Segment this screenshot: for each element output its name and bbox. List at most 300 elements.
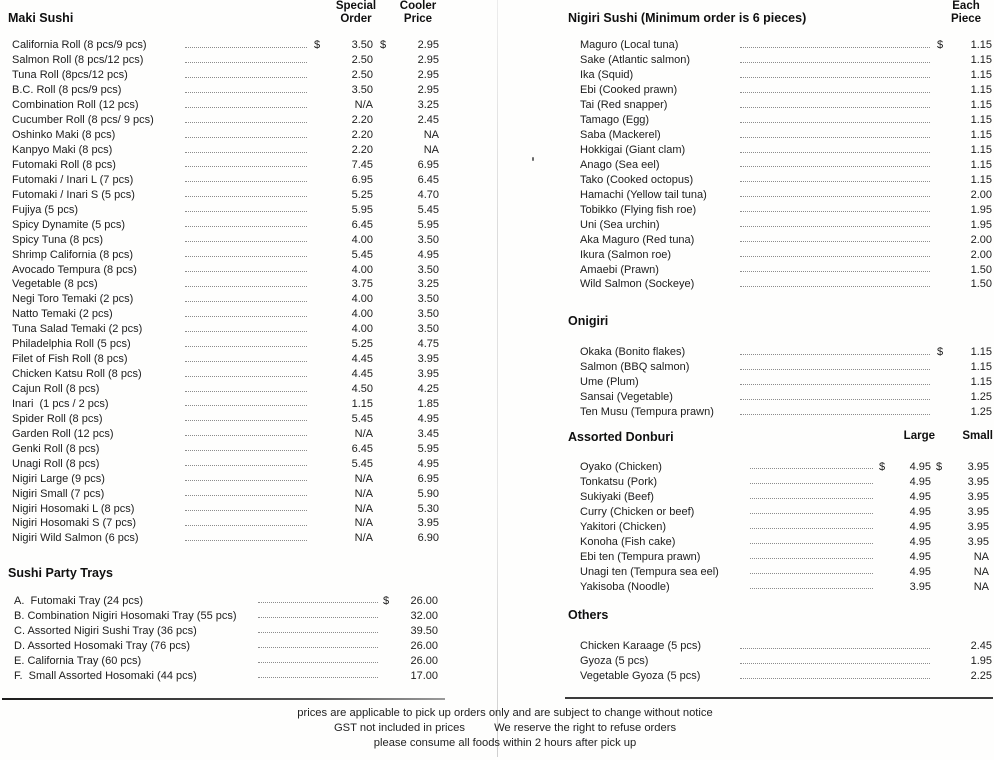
nigiri-item-list: [565, 38, 994, 292]
item-price-primary: 17.00: [410, 669, 438, 682]
item-price-primary: N/A: [354, 99, 373, 112]
menu-item-row: [565, 489, 994, 504]
menu-item-row: [8, 531, 448, 546]
menu-item-row: [8, 158, 448, 173]
currency-sign: $: [382, 594, 390, 607]
dotted-leader: [740, 152, 930, 153]
item-name: Nigiri Hosomaki S (7 pcs): [12, 517, 137, 530]
item-price-secondary: 6.45: [417, 173, 439, 186]
dotted-leader: [750, 468, 873, 469]
others-section-title: Others: [568, 608, 609, 622]
each-piece-header-line2: Piece: [950, 12, 982, 25]
item-price-primary: 1.15: [970, 173, 992, 186]
dotted-leader: [185, 62, 307, 63]
item-price-primary: 4.95: [909, 550, 931, 563]
item-price-secondary: NA: [423, 144, 439, 157]
onigiri-section-title: Onigiri: [568, 314, 609, 328]
item-name: Okaka (Bonito flakes): [580, 346, 686, 359]
item-name: Nigiri Wild Salmon (6 pcs): [12, 532, 139, 545]
menu-item-row: [8, 322, 448, 337]
dotted-leader: [185, 152, 307, 153]
donburi-item-list: [565, 459, 994, 594]
item-price-primary: 4.00: [351, 293, 373, 306]
dotted-leader: [740, 648, 930, 649]
dotted-leader: [185, 196, 307, 197]
dotted-leader: [185, 166, 307, 167]
dotted-leader: [740, 354, 930, 355]
item-name: Ume (Plum): [580, 376, 639, 389]
dotted-leader: [740, 137, 930, 138]
item-name: F. Small Assorted Hosomaki (44 pcs): [14, 669, 197, 682]
item-price-primary: 26.00: [410, 594, 438, 607]
item-price-primary: 3.50: [351, 39, 373, 52]
dotted-leader: [185, 361, 307, 362]
menu-item-row: [8, 411, 448, 426]
scan-artifact-dot: [532, 157, 534, 161]
item-price-primary: 2.25: [970, 670, 992, 683]
item-name: California Roll (8 pcs/9 pcs): [12, 39, 147, 52]
menu-item-row: [8, 83, 448, 98]
item-name: Oshinko Maki (8 pcs): [12, 129, 116, 142]
item-price-primary: 5.25: [351, 188, 373, 201]
item-name: Ikura (Salmon roe): [580, 248, 672, 261]
item-name: Yakisoba (Noodle): [580, 580, 670, 593]
menu-item-row: [8, 38, 448, 53]
item-price-primary: 39.50: [410, 624, 438, 637]
item-price-primary: N/A: [354, 532, 373, 545]
dotted-leader: [185, 77, 307, 78]
item-name: Natto Temaki (2 pcs): [12, 308, 113, 321]
item-name: Unagi Roll (8 pcs): [12, 457, 100, 470]
item-name: B. Combination Nigiri Hosomaki Tray (55 pcs): [14, 609, 237, 622]
item-price-primary: 6.45: [351, 218, 373, 231]
item-price-primary: 1.25: [970, 406, 992, 419]
item-price-primary: 1.15: [970, 114, 992, 127]
item-price-primary: 4.00: [351, 233, 373, 246]
item-price-secondary: 4.95: [417, 412, 439, 425]
small-column-header: Small: [962, 430, 993, 442]
currency-sign: $: [935, 460, 943, 473]
item-name: Sukiyaki (Beef): [580, 490, 654, 503]
menu-item-row: [8, 441, 448, 456]
dotted-leader: [740, 256, 930, 257]
dotted-leader: [740, 241, 930, 242]
item-price-secondary: 6.95: [417, 158, 439, 171]
dotted-leader: [185, 331, 307, 332]
dotted-leader: [185, 301, 307, 302]
item-price-secondary: 2.95: [417, 84, 439, 97]
nigiri-section-header: [565, 0, 994, 34]
dotted-leader: [740, 226, 930, 227]
item-price-secondary: 3.95: [417, 353, 439, 366]
menu-item-row: [565, 202, 994, 217]
menu-right-page: [565, 0, 994, 700]
dotted-leader: [258, 647, 378, 648]
menu-item-row: [565, 639, 994, 654]
item-price-secondary: 2.45: [417, 114, 439, 127]
menu-item-row: [8, 262, 448, 277]
item-name: D. Assorted Hosomaki Tray (76 pcs): [14, 639, 191, 652]
menu-item-row: [565, 459, 994, 474]
menu-item-row: [565, 68, 994, 83]
item-price-primary: 5.25: [351, 338, 373, 351]
item-price-primary: 1.15: [970, 39, 992, 52]
party-trays-item-list: [8, 593, 448, 683]
menu-item-row: [8, 638, 448, 653]
item-price-secondary: 2.95: [417, 69, 439, 82]
menu-item-row: [8, 307, 448, 322]
item-price-primary: 1.15: [970, 54, 992, 67]
dotted-leader: [185, 47, 307, 48]
menu-item-row: [565, 564, 994, 579]
menu-item-row: [8, 608, 448, 623]
dotted-leader: [185, 137, 307, 138]
item-price-primary: 1.15: [970, 361, 992, 374]
dotted-leader: [740, 678, 930, 679]
dotted-leader: [258, 662, 378, 663]
dotted-leader: [740, 286, 930, 287]
item-price-secondary: 5.95: [417, 442, 439, 455]
item-price-primary: 5.45: [351, 457, 373, 470]
item-price-primary: 6.95: [351, 173, 373, 186]
dotted-leader: [740, 384, 930, 385]
menu-item-row: [565, 669, 994, 684]
item-price-secondary: 2.95: [417, 39, 439, 52]
dotted-leader: [185, 256, 307, 257]
menu-item-row: [8, 98, 448, 113]
item-name: Salmon (BBQ salmon): [580, 361, 690, 374]
item-name: Salmon Roll (8 pcs/12 pcs): [12, 54, 144, 67]
party-trays-section-title: Sushi Party Trays: [8, 566, 113, 580]
menu-item-row: [8, 217, 448, 232]
dotted-leader: [740, 92, 930, 93]
menu-item-row: [8, 172, 448, 187]
currency-sign: $: [936, 346, 944, 359]
dotted-leader: [740, 369, 930, 370]
dotted-leader: [185, 391, 307, 392]
dotted-leader: [750, 543, 873, 544]
item-price-primary: 3.75: [351, 278, 373, 291]
menu-item-row: [8, 623, 448, 638]
currency-sign: $: [878, 460, 886, 473]
dotted-leader: [750, 498, 873, 499]
item-price-secondary: 3.95: [967, 535, 989, 548]
item-price-primary: 4.95: [909, 460, 931, 473]
item-price-primary: 2.20: [351, 129, 373, 142]
menu-item-row: [8, 352, 448, 367]
menu-item-row: [8, 668, 448, 683]
menu-item-row: [8, 187, 448, 202]
item-name: Garden Roll (12 pcs): [12, 427, 114, 440]
item-name: Vegetable (8 pcs): [12, 278, 98, 291]
item-price-primary: 1.15: [970, 346, 992, 359]
menu-item-row: [8, 292, 448, 307]
item-name: Tuna Salad Temaki (2 pcs): [12, 323, 143, 336]
dotted-leader: [750, 573, 873, 574]
item-price-primary: 4.95: [909, 490, 931, 503]
dotted-leader: [185, 435, 307, 436]
item-name: Yakitori (Chicken): [580, 520, 666, 533]
menu-item-row: [8, 426, 448, 441]
item-price-secondary: 5.95: [417, 218, 439, 231]
item-name: Ebi ten (Tempura prawn): [580, 550, 701, 563]
item-price-secondary: 1.85: [417, 397, 439, 410]
special-order-header-line2: Order: [340, 12, 372, 25]
item-price-primary: 4.45: [351, 368, 373, 381]
cooler-price-column-header: [385, 0, 451, 25]
item-name: Inari (1 pcs / 2 pcs): [12, 397, 109, 410]
menu-left-page: [8, 0, 448, 700]
item-name: Genki Roll (8 pcs): [12, 442, 100, 455]
item-name: Spicy Tuna (8 pcs): [12, 233, 104, 246]
item-price-secondary: NA: [973, 550, 989, 563]
dotted-leader: [740, 122, 930, 123]
dotted-leader: [185, 211, 307, 212]
menu-item-row: [565, 158, 994, 173]
footer-note-line2: [8, 721, 994, 736]
menu-item-row: [565, 172, 994, 187]
left-horizontal-rule: [2, 698, 445, 700]
item-price-primary: 1.15: [351, 397, 373, 410]
item-name: Tamago (Egg): [580, 114, 650, 127]
menu-item-row: [8, 128, 448, 143]
menu-item-row: [8, 501, 448, 516]
dotted-leader: [740, 399, 930, 400]
menu-item-row: [565, 375, 994, 390]
currency-sign: $: [379, 39, 387, 52]
item-price-secondary: 2.95: [417, 54, 439, 67]
menu-item-row: [565, 519, 994, 534]
menu-item-row: [8, 113, 448, 128]
item-name: Amaebi (Prawn): [580, 263, 659, 276]
dotted-leader: [740, 663, 930, 664]
item-name: B.C. Roll (8 pcs/9 pcs): [12, 84, 122, 97]
item-name: Tai (Red snapper): [580, 99, 668, 112]
item-name: Sake (Atlantic salmon): [580, 54, 691, 67]
item-name: Philadelphia Roll (5 pcs): [12, 338, 131, 351]
footer-note-line1: prices are applicable to pick up orders only and are subject to change without notice: [297, 707, 713, 719]
dotted-leader: [185, 405, 307, 406]
item-price-primary: 1.15: [970, 158, 992, 171]
dotted-leader: [740, 196, 930, 197]
item-price-primary: N/A: [354, 487, 373, 500]
dotted-leader: [185, 525, 307, 526]
item-price-primary: 5.45: [351, 412, 373, 425]
item-price-primary: 4.95: [909, 520, 931, 533]
item-price-primary: N/A: [354, 427, 373, 440]
dotted-leader: [185, 286, 307, 287]
menu-item-row: [565, 534, 994, 549]
item-price-primary: 2.00: [970, 188, 992, 201]
item-name: Aka Maguro (Red tuna): [580, 233, 695, 246]
item-price-primary: 2.50: [351, 69, 373, 82]
dotted-leader: [740, 107, 930, 108]
maki-section-title: Maki Sushi: [8, 11, 74, 25]
item-price-primary: 3.50: [351, 84, 373, 97]
item-name: Futomaki / Inari L (7 pcs): [12, 173, 134, 186]
dotted-leader: [740, 181, 930, 182]
item-name: Cajun Roll (8 pcs): [12, 383, 100, 396]
item-name: Tuna Roll (8pcs/12 pcs): [12, 69, 128, 82]
item-price-secondary: 3.50: [417, 233, 439, 246]
right-horizontal-rule: [565, 697, 993, 699]
item-price-primary: 5.45: [351, 248, 373, 261]
item-name: Filet of Fish Roll (8 pcs): [12, 353, 128, 366]
item-name: Nigiri Large (9 pcs): [12, 472, 105, 485]
menu-item-row: [8, 68, 448, 83]
item-price-primary: 2.45: [970, 640, 992, 653]
menu-item-row: [565, 262, 994, 277]
dotted-leader: [185, 495, 307, 496]
dotted-leader: [740, 62, 930, 63]
item-name: Hamachi (Yellow tail tuna): [580, 188, 707, 201]
item-price-secondary: 3.25: [417, 99, 439, 112]
dotted-leader: [740, 47, 930, 48]
dotted-leader: [258, 677, 378, 678]
item-name: Fujiya (5 pcs): [12, 203, 79, 216]
item-price-secondary: NA: [973, 565, 989, 578]
item-name: Chicken Karaage (5 pcs): [580, 640, 702, 653]
menu-item-row: [565, 83, 994, 98]
item-price-secondary: 3.50: [417, 323, 439, 336]
item-price-primary: N/A: [354, 517, 373, 530]
others-item-list: [565, 639, 994, 684]
item-price-secondary: 5.30: [417, 502, 439, 515]
item-price-secondary: 3.50: [417, 263, 439, 276]
item-name: E. California Tray (60 pcs): [14, 654, 142, 667]
item-name: Oyako (Chicken): [580, 460, 662, 473]
item-name: Vegetable Gyoza (5 pcs): [580, 670, 701, 683]
item-name: Konoha (Fish cake): [580, 535, 676, 548]
item-name: Nigiri Small (7 pcs): [12, 487, 105, 500]
footer-note-refuse: We reserve the right to refuse orders: [494, 722, 677, 734]
menu-item-row: [8, 382, 448, 397]
item-price-primary: 26.00: [410, 639, 438, 652]
menu-item-row: [8, 53, 448, 68]
dotted-leader: [258, 632, 378, 633]
dotted-leader: [185, 540, 307, 541]
dotted-leader: [750, 588, 873, 589]
menu-item-row: [565, 187, 994, 202]
menu-item-row: [8, 397, 448, 412]
item-price-secondary: 3.45: [417, 427, 439, 440]
item-price-primary: 2.00: [970, 248, 992, 261]
item-price-primary: 5.95: [351, 203, 373, 216]
menu-item-row: [8, 143, 448, 158]
item-name: Cucumber Roll (8 pcs/ 9 pcs): [12, 114, 154, 127]
item-price-primary: 1.50: [970, 278, 992, 291]
item-price-primary: 4.00: [351, 263, 373, 276]
each-piece-column-header: [941, 0, 991, 25]
donburi-section-title: Assorted Donburi: [568, 430, 674, 444]
each-piece-header-line1: Each: [952, 0, 980, 12]
item-price-secondary: 3.95: [967, 520, 989, 533]
item-price-secondary: 3.95: [417, 517, 439, 530]
item-name: Tobikko (Flying fish roe): [580, 203, 697, 216]
item-name: Tako (Cooked octopus): [580, 173, 694, 186]
menu-item-row: [565, 98, 994, 113]
menu-item-row: [565, 128, 994, 143]
dotted-leader: [185, 376, 307, 377]
menu-item-row: [565, 217, 994, 232]
dotted-leader: [185, 92, 307, 93]
item-name: Ika (Squid): [580, 69, 634, 82]
maki-item-list: [8, 38, 448, 546]
item-price-secondary: 4.25: [417, 383, 439, 396]
item-price-secondary: 3.50: [417, 293, 439, 306]
dotted-leader: [185, 465, 307, 466]
menu-item-row: [8, 653, 448, 668]
item-price-secondary: 4.95: [417, 457, 439, 470]
dotted-leader: [740, 271, 930, 272]
item-name: Sansai (Vegetable): [580, 391, 673, 404]
dotted-leader: [185, 241, 307, 242]
dotted-leader: [185, 107, 307, 108]
dotted-leader: [740, 211, 930, 212]
item-name: Shrimp California (8 pcs): [12, 248, 134, 261]
item-price-primary: 2.20: [351, 144, 373, 157]
item-price-secondary: 3.95: [967, 505, 989, 518]
menu-item-row: [565, 579, 994, 594]
menu-item-row: [8, 486, 448, 501]
item-name: Ebi (Cooked prawn): [580, 84, 678, 97]
menu-item-row: [565, 277, 994, 292]
item-price-secondary: 4.70: [417, 188, 439, 201]
nigiri-section-title: Nigiri Sushi (Minimum order is 6 pieces): [568, 11, 807, 25]
item-price-secondary: NA: [973, 580, 989, 593]
menu-item-row: [8, 232, 448, 247]
currency-sign: $: [313, 39, 321, 52]
item-price-primary: 1.50: [970, 263, 992, 276]
menu-item-row: [565, 360, 994, 375]
menu-item-row: [565, 38, 994, 53]
menu-item-row: [565, 113, 994, 128]
item-name: Negi Toro Temaki (2 pcs): [12, 293, 134, 306]
dotted-leader: [750, 513, 873, 514]
item-price-primary: 1.95: [970, 218, 992, 231]
item-price-secondary: 6.95: [417, 472, 439, 485]
menu-item-row: [8, 247, 448, 262]
item-price-secondary: NA: [423, 129, 439, 142]
item-name: Uni (Sea urchin): [580, 218, 660, 231]
item-price-primary: 4.50: [351, 383, 373, 396]
item-price-primary: 4.95: [909, 475, 931, 488]
item-name: Nigiri Hosomaki L (8 pcs): [12, 502, 135, 515]
page-fold-line: [497, 0, 498, 757]
dotted-leader: [750, 483, 873, 484]
item-price-primary: 4.95: [909, 505, 931, 518]
dotted-leader: [185, 346, 307, 347]
item-name: Spider Roll (8 pcs): [12, 412, 103, 425]
item-price-secondary: 3.95: [967, 490, 989, 503]
item-name: Futomaki / Inari S (5 pcs): [12, 188, 135, 201]
item-price-primary: 2.20: [351, 114, 373, 127]
dotted-leader: [185, 450, 307, 451]
large-column-header: Large: [903, 430, 935, 442]
dotted-leader: [185, 271, 307, 272]
item-name: Wild Salmon (Sockeye): [580, 278, 695, 291]
item-price-secondary: 4.75: [417, 338, 439, 351]
dotted-leader: [740, 414, 930, 415]
footer-note-line3: please consume all foods within 2 hours after pick up: [373, 737, 637, 749]
menu-item-row: [8, 516, 448, 531]
item-price-primary: 1.15: [970, 69, 992, 82]
item-price-primary: 4.95: [909, 535, 931, 548]
item-name: Anago (Sea eel): [580, 158, 660, 171]
item-name: Unagi ten (Tempura sea eel): [580, 565, 719, 578]
item-name: Tonkatsu (Pork): [580, 475, 658, 488]
item-name: Ten Musu (Tempura prawn): [580, 406, 714, 419]
